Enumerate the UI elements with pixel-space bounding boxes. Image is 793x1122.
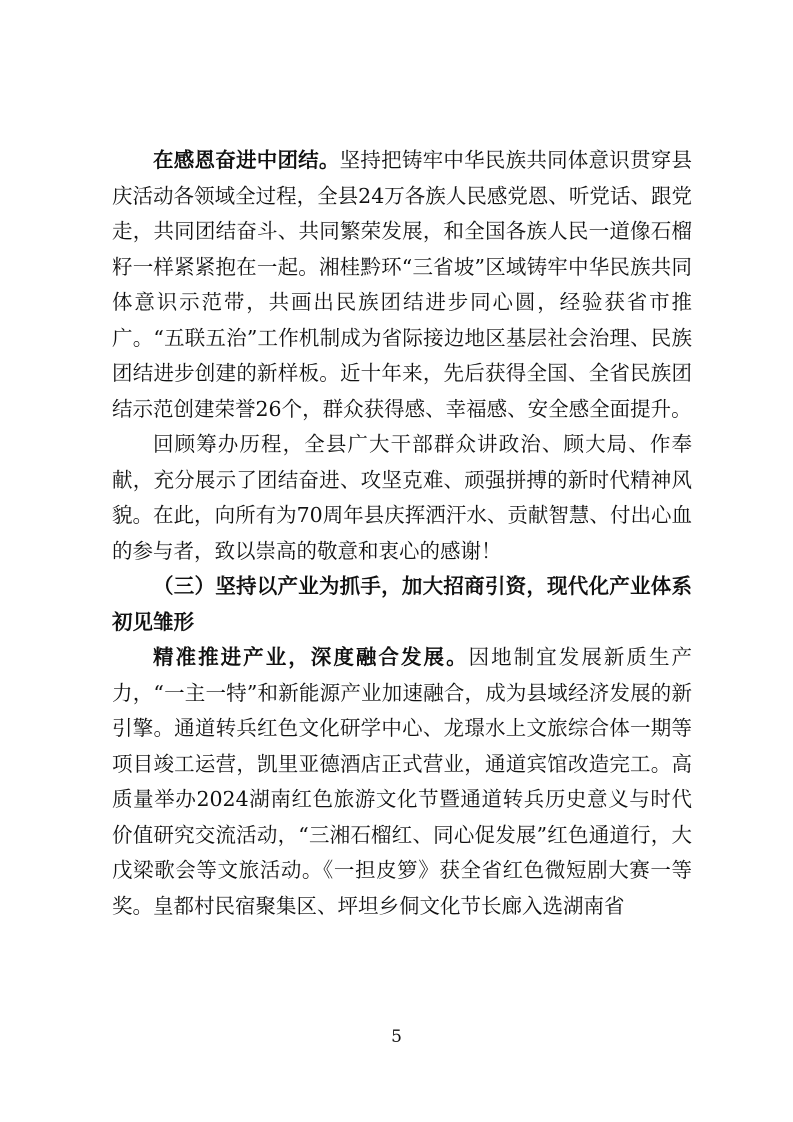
paragraph-lead: 精准推进产业，深度融合发展。 [153, 645, 469, 669]
paragraph-body: 回顾筹办历程，全县广大干部群众讲政治、顾大局、作奉献，充分展示了团结奋进、攻坚克难、顽强拼搏的新时代精神风貌。在此，向所有为70周年县庆挥洒汗水、贡献智慧、付出心血的参与者，致以崇高的敬意和衷心的感谢！ [112, 432, 692, 563]
paragraph-review [112, 427, 692, 569]
paragraph-body: 坚持把铸牢中华民族共同体意识贯穿县庆活动各领域全过程，全县24万各族人民感党恩、听党话、跟党走，共同团结奋斗、共同繁荣发展，和全国各族人民一道像石榴籽一样紧紧抱在一起。湘桂黔环“三省坡”区域铸牢中华民族共同体意识示范带，共画出民族团结进步同心圆，经验获省市推广。“五联五治”工作机制成为省际接边地区基层社会治理、民族团结进步创建的新样板。近十年来，先后获得全国、全省民族团结示范创建荣誉26个，群众获得感、幸福感、安全感全面提升。 [112, 148, 693, 421]
paragraph-body: 因地制宜发展新质生产力，“一主一特”和新能源产业加速融合，成为县域经济发展的新引擎。通道转兵红色文化研学中心、龙璟水上文旅综合体一期等项目竣工运营，凯里亚德酒店正式营业，通道宾馆改造完工。高质量举办2024湖南红色旅游文化节暨通道转兵历史意义与时代价值研究交流活动，“三湘石榴红、同心促发展”红色通道行，大戊梁歌会等文旅活动。《一担皮箩》获全省红色微短剧大赛一等奖。皇都村民宿聚集区、坪坦乡侗文化节长廊入选湖南省 [112, 645, 693, 918]
paragraph-lead: 在感恩奋进中团结。 [153, 148, 340, 172]
page-number: 5 [391, 1027, 402, 1047]
paragraph-industry [112, 640, 692, 924]
paragraph-unity [112, 143, 692, 427]
section-heading: （三）坚持以产业为抓手，加大招商引资，现代化产业体系初见雏形 [112, 574, 692, 634]
body-text [112, 143, 692, 924]
